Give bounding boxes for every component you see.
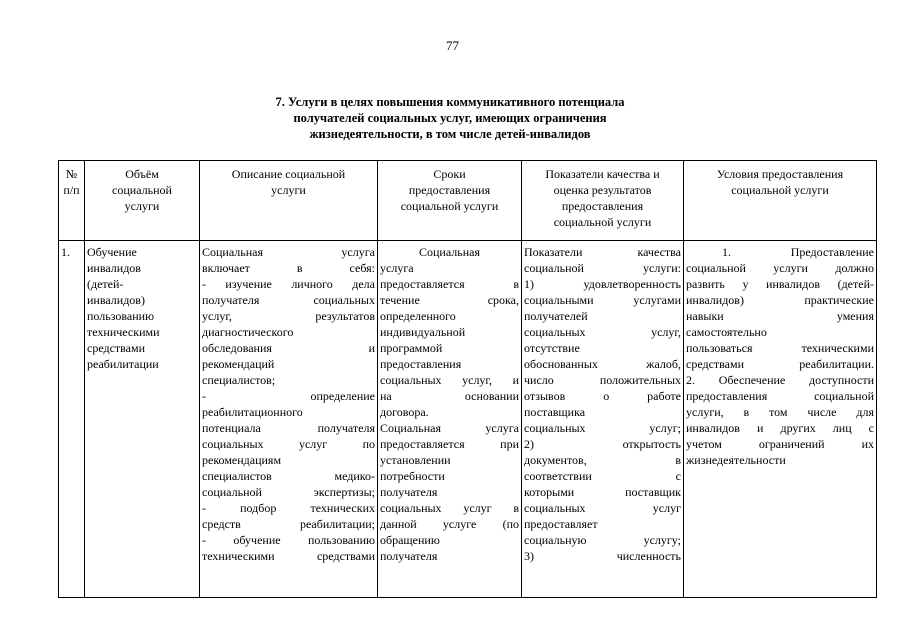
section-title-line: получателей социальных услуг, имеющих ограничения: [293, 111, 607, 125]
cell-line: (детей-: [87, 277, 124, 291]
header-line: Объём: [125, 167, 159, 181]
cell-line: Показатели качества: [524, 245, 681, 259]
cell-line: пользованию: [87, 309, 155, 323]
cell-line: Обучение: [87, 245, 137, 259]
cell-line: Социальная услуга: [380, 421, 519, 435]
cell-line: социальных услуг,: [524, 325, 681, 339]
row-number: 1.: [61, 245, 70, 259]
cell-line: самостоятельно: [686, 325, 767, 339]
cell-line: социальных услуг: [524, 501, 681, 515]
cell-line: данной услуге (по: [380, 517, 519, 531]
cell-line: диагностического: [202, 325, 294, 339]
cell-line: документов, в: [524, 453, 681, 467]
cell-line: Социальная: [418, 245, 480, 259]
cell-line: рекомендациям: [202, 453, 282, 467]
cell-line: инвалидов и других лиц с: [686, 421, 874, 435]
cell-conditions: [684, 241, 877, 598]
header-number: [59, 161, 85, 241]
cell-quality: [522, 241, 684, 598]
cell-line: потенциала получателя: [202, 421, 375, 435]
cell-line: 2) открытость: [524, 437, 681, 451]
header-line: Описание социальной: [231, 167, 346, 181]
cell-description: [200, 241, 378, 598]
header-line: Условия предоставления: [716, 167, 844, 181]
cell-line: отзывов о работе: [524, 389, 681, 403]
cell-terms: [378, 241, 522, 598]
cell-line: установлении: [380, 453, 451, 467]
cell-line: социальной экспертизы;: [202, 485, 375, 499]
cell-line: индивидуальной: [380, 325, 466, 339]
cell-line: предоставляется при: [380, 437, 519, 451]
cell-line: средствами: [87, 341, 146, 355]
page-number: 77: [446, 38, 459, 53]
cell-line: учетом ограничений их: [686, 437, 874, 451]
cell-line: социальную услугу;: [524, 533, 681, 547]
header-line: услуги: [124, 199, 160, 213]
header-line: социальной: [112, 183, 172, 197]
table-header-row: [59, 161, 877, 241]
cell-number: [59, 241, 85, 598]
table-row: [59, 241, 877, 598]
cell-line: 3) численность: [524, 549, 681, 563]
cell-line: инвалидов) практические: [686, 293, 874, 307]
cell-line: Социальная услуга: [202, 245, 375, 259]
cell-line: средств реабилитации;: [202, 517, 375, 531]
header-terms: [378, 161, 522, 241]
section-title: [150, 94, 750, 142]
cell-line: услуги, в том числе для: [686, 405, 874, 419]
header-line: Показатели качества и: [545, 167, 660, 181]
cell-line: обследования и: [202, 341, 375, 355]
header-line: предоставления: [408, 183, 491, 197]
cell-line: социальными услугами: [524, 293, 681, 307]
cell-line: - подбор технических: [202, 501, 375, 515]
cell-line: потребности: [380, 469, 445, 483]
cell-line: отсутствие: [524, 341, 580, 355]
header-quality: [522, 161, 684, 241]
cell-line: течение срока,: [380, 293, 519, 307]
cell-line: определенного: [380, 309, 456, 323]
cell-line: - обучение пользованию: [202, 533, 375, 547]
section-title-line: жизнедеятельности, в том числе детей-инвалидов: [309, 127, 591, 141]
section-title-line: 7. Услуги в целях повышения коммуникативного потенциала: [275, 95, 625, 109]
cell-line: услуга: [380, 261, 414, 275]
cell-line: специалистов медико-: [202, 469, 375, 483]
cell-line: 1) удовлетворенность: [524, 277, 681, 291]
cell-line: обоснованных жалоб,: [524, 357, 681, 371]
cell-line: средствами реабилитации.: [686, 357, 874, 371]
cell-line: которыми поставщик: [524, 485, 681, 499]
cell-line: социальной услуги должно: [686, 261, 874, 275]
cell-line: техническими: [87, 325, 160, 339]
cell-line: услуг, результатов: [202, 309, 375, 323]
cell-line: предоставляет: [524, 517, 598, 531]
header-line: п/п: [63, 183, 80, 197]
cell-line: программой: [380, 341, 443, 355]
cell-line: социальных услуг в: [380, 501, 519, 515]
cell-line: поставщика: [524, 405, 586, 419]
cell-line: - изучение личного дела: [202, 277, 375, 291]
header-volume: [85, 161, 200, 241]
cell-line: жизнедеятельности: [686, 453, 786, 467]
cell-line: специалистов;: [202, 373, 276, 387]
cell-line: получателя социальных: [202, 293, 375, 307]
cell-line: - определение: [202, 389, 375, 403]
cell-line: 2. Обеспечение доступности: [686, 373, 874, 387]
cell-line: социальных услуг;: [524, 421, 681, 435]
cell-line: реабилитации: [87, 357, 159, 371]
cell-line: социальных услуг, и: [380, 373, 519, 387]
cell-line: соответствии с: [524, 469, 681, 483]
header-conditions: [684, 161, 877, 241]
cell-line: развить у инвалидов (детей-: [686, 277, 874, 291]
cell-line: рекомендаций: [202, 357, 275, 371]
cell-line: обращению: [380, 533, 440, 547]
cell-line: предоставляется в: [380, 277, 519, 291]
cell-line: на основании: [380, 389, 519, 403]
cell-line: навыки умения: [686, 309, 874, 323]
cell-line: 1. Предоставление: [722, 245, 874, 259]
header-line: услуги: [271, 183, 306, 197]
cell-line: техническими средствами: [202, 549, 375, 563]
header-line: социальной услуги: [400, 199, 499, 213]
cell-line: получателя: [380, 549, 438, 563]
cell-line: договора.: [380, 405, 429, 419]
cell-line: социальных услуг по: [202, 437, 375, 451]
cell-line: реабилитационного: [202, 405, 303, 419]
cell-line: предоставления социальной: [686, 389, 874, 403]
services-table: [58, 160, 877, 598]
cell-line: предоставления: [380, 357, 462, 371]
header-line: оценка результатов: [553, 183, 652, 197]
cell-line: пользоваться техническими: [686, 341, 874, 355]
header-line: №: [65, 167, 78, 181]
cell-volume: [85, 241, 200, 598]
header-line: предоставления: [561, 199, 644, 213]
header-line: Сроки: [433, 167, 466, 181]
cell-line: социальной услуги:: [524, 261, 681, 275]
cell-line: получателей: [524, 309, 588, 323]
cell-line: инвалидов: [87, 261, 141, 275]
header-line: социальной услуги: [731, 183, 829, 197]
cell-line: получателя: [380, 485, 438, 499]
cell-line: инвалидов): [87, 293, 145, 307]
header-description: [200, 161, 378, 241]
cell-line: включает в себя:: [202, 261, 375, 275]
cell-line: число положительных: [524, 373, 681, 387]
header-line: социальной услуги: [553, 215, 652, 229]
